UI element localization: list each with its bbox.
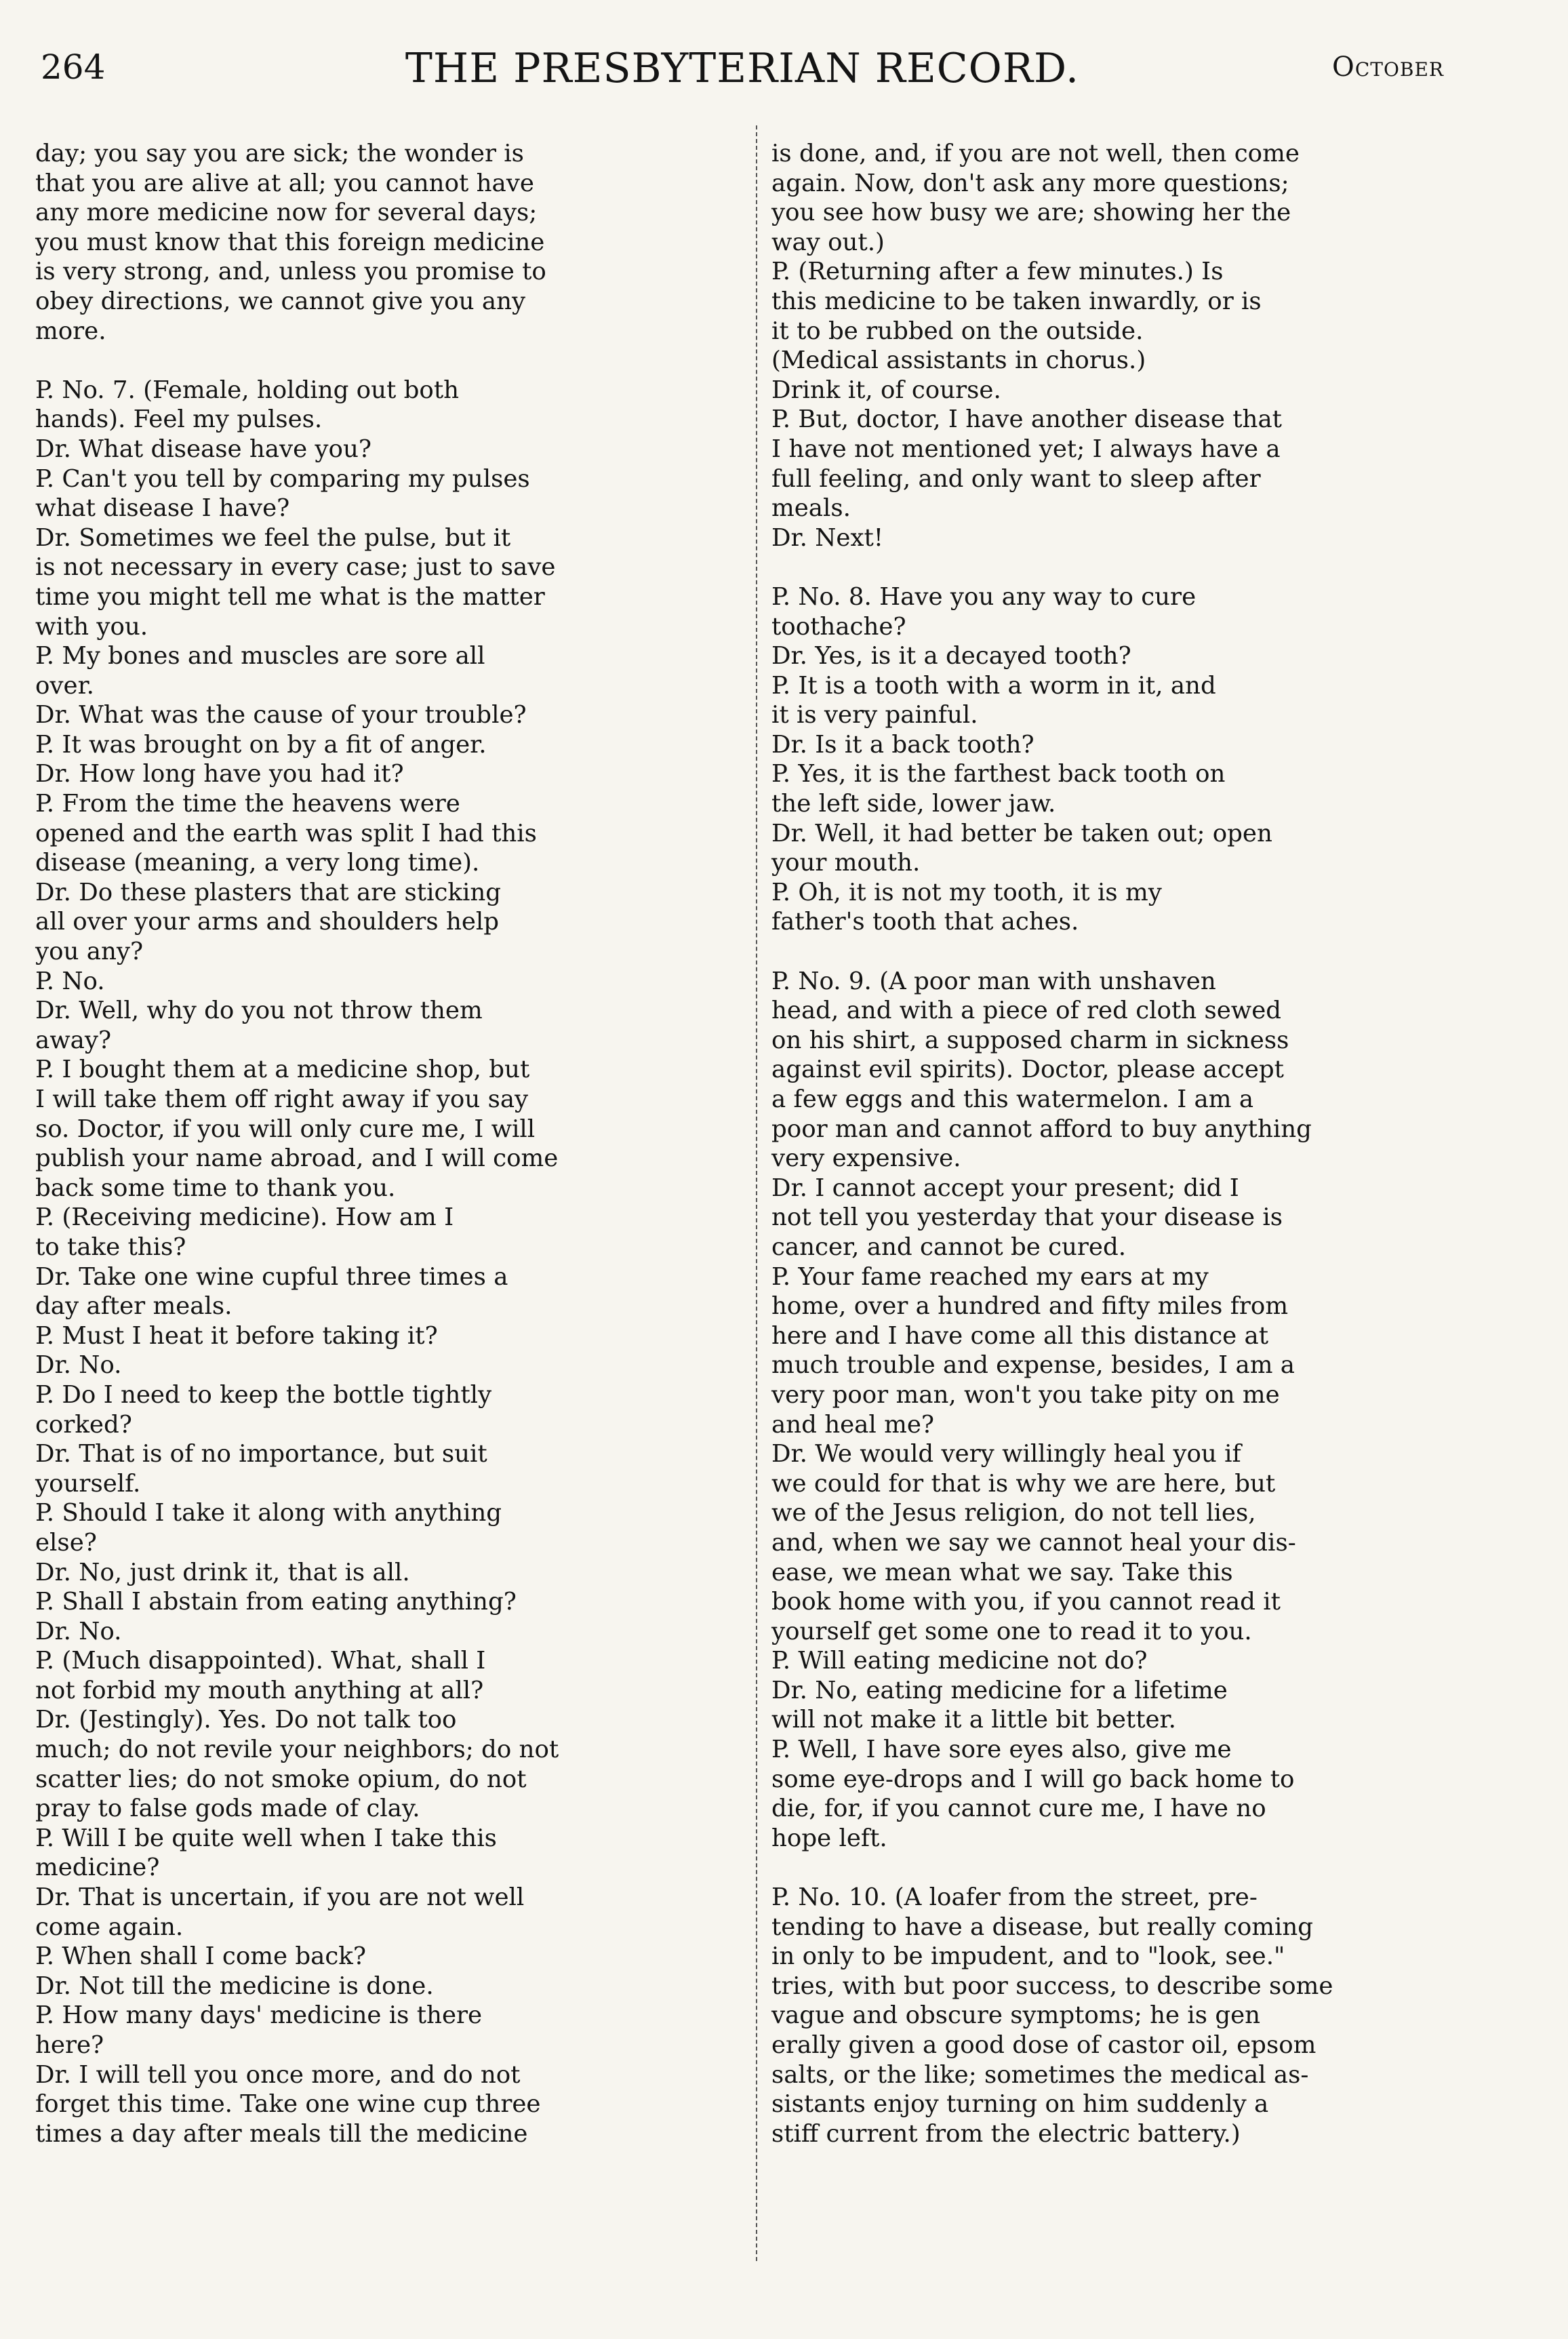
text-line: P. Well, I have sore eyes also, give me: [771, 1736, 1232, 1764]
text-line: pray to false gods made of clay.: [35, 1795, 420, 1823]
page-number: 264: [41, 47, 106, 87]
text-line: obey directions, we cannot give you any: [35, 287, 526, 315]
text-line: opened and the earth was split I had this: [35, 819, 537, 847]
text-line: is done, and, if you are not well, then come: [771, 140, 1300, 167]
text-line: yourself get some one to read it to you.: [771, 1617, 1252, 1645]
text-line: Dr. No, just drink it, that is all.: [35, 1558, 410, 1586]
paragraph-gap: [771, 553, 1463, 582]
text-line: Dr. Do these plasters that are sticking: [35, 878, 502, 906]
text-line: we of the Jesus religion, do not tell lies,: [771, 1499, 1256, 1527]
text-line: Drink it, of course.: [771, 376, 1001, 404]
text-line: so. Doctor, if you will only cure me, I will: [35, 1115, 536, 1143]
text-line: Dr. Well, why do you not throw them: [35, 997, 483, 1025]
text-line: father's tooth that aches.: [771, 908, 1079, 936]
text-line: this medicine to be taken inwardly, or is: [771, 287, 1262, 315]
text-line: much; do not revile your neighbors; do not: [35, 1736, 559, 1764]
text-line: vague and obscure symptoms; he is gen: [771, 2001, 1261, 2030]
text-line: tending to have a disease, but really coming: [771, 1913, 1314, 1941]
text-line: Dr. Yes, is it a decayed tooth?: [771, 642, 1131, 671]
paragraph-gap: [35, 346, 727, 376]
text-line: full feeling, and only want to sleep after: [771, 464, 1261, 493]
text-line: yourself.: [35, 1469, 141, 1498]
text-line: P. No.: [35, 967, 105, 995]
text-line: with you.: [35, 612, 148, 641]
text-line: and, when we say we cannot heal your dis-: [771, 1528, 1296, 1557]
text-line: day after meals.: [35, 1292, 233, 1321]
text-line: is not necessary in every case; just to save: [35, 553, 556, 582]
text-line: any more medicine now for several days;: [35, 199, 538, 227]
page-header: [41, 42, 1444, 103]
text-line: disease (meaning, a very long time).: [35, 849, 480, 877]
text-line: cancer, and cannot be cured.: [771, 1233, 1127, 1261]
text-line: P. How many days' medicine is there: [35, 2001, 483, 2030]
text-line: here and I have come all this distance at: [771, 1321, 1269, 1350]
text-line: it is very painful.: [771, 701, 978, 729]
text-line: tries, with but poor success, to describe some: [771, 1972, 1333, 2000]
text-line: Dr. Not till the medicine is done.: [35, 1972, 434, 2000]
text-line: time you might tell me what is the matter: [35, 582, 545, 611]
text-line: is very strong, and, unless you promise to: [35, 258, 546, 286]
text-line: salts, or the like; sometimes the medical as-: [771, 2060, 1309, 2089]
text-line: Dr. No, eating medicine for a lifetime: [771, 1676, 1228, 1704]
text-line: not tell you yesterday that your disease is: [771, 1203, 1283, 1232]
text-line: P. Will I be quite well when I take this: [35, 1824, 497, 1852]
text-line: the left side, lower jaw.: [771, 790, 1056, 818]
column-divider: [756, 125, 757, 2261]
text-line: Dr. We would very willingly heal you if: [771, 1440, 1241, 1468]
paragraph-gap: [771, 937, 1463, 967]
text-line: Dr. Take one wine cupful three times a: [35, 1262, 508, 1291]
text-line: P. Do I need to keep the bottle tightly: [35, 1380, 492, 1409]
text-line: I have not mentioned yet; I always have a: [771, 435, 1281, 463]
text-line: a few eggs and this watermelon. I am a: [771, 1085, 1254, 1113]
text-line: P. I bought them at a medicine shop, but: [35, 1056, 530, 1084]
text-line: P. Shall I abstain from eating anything?: [35, 1588, 517, 1616]
text-line: P. But, doctor, I have another disease that: [771, 405, 1282, 434]
text-line: Dr. That is of no importance, but suit: [35, 1440, 487, 1468]
text-line: sistants enjoy turning on him suddenly a: [771, 2090, 1269, 2119]
text-line: and heal me?: [771, 1410, 934, 1439]
right-column: [771, 139, 1463, 2148]
text-line: not forbid my mouth anything at all?: [35, 1676, 484, 1704]
text-line: you see how busy we are; showing her the: [771, 199, 1291, 227]
text-line: poor man and cannot afford to buy anything: [771, 1115, 1312, 1143]
text-line: P. (Returning after a few minutes.) Is: [771, 258, 1224, 286]
text-line: some eye-drops and I will go back home to: [771, 1765, 1295, 1793]
text-line: Dr. No.: [35, 1617, 122, 1645]
text-line: head, and with a piece of red cloth sewed: [771, 997, 1282, 1025]
text-line: we could for that is why we are here, but: [771, 1469, 1276, 1498]
text-line: forget this time. Take one wine cup three: [35, 2090, 541, 2119]
text-line: scatter lies; do not smoke opium, do not: [35, 1765, 527, 1793]
text-line: Dr. What was the cause of your trouble?: [35, 701, 527, 729]
text-line: that you are alive at all; you cannot have: [35, 169, 534, 197]
text-line: times a day after meals till the medicine: [35, 2119, 528, 2148]
text-line: on his shirt, a supposed charm in sickness: [771, 1026, 1289, 1054]
text-line: P. (Receiving medicine). How am I: [35, 1203, 454, 1232]
text-line: stiff current from the electric battery.): [771, 2119, 1241, 2148]
text-line: P. No. 7. (Female, holding out both: [35, 376, 460, 404]
text-line: Dr. Is it a back tooth?: [771, 730, 1034, 759]
text-line: P. When shall I come back?: [35, 1942, 366, 1971]
text-line: P. No. 9. (A poor man with unshaven: [771, 967, 1216, 995]
text-line: very poor man, won't you take pity on me: [771, 1380, 1280, 1409]
text-line: P. From the time the heavens were: [35, 790, 460, 818]
text-line: P. It is a tooth with a worm in it, and: [771, 671, 1216, 700]
text-line: home, over a hundred and fifty miles from: [771, 1292, 1289, 1321]
text-line: way out.): [771, 228, 885, 256]
text-line: P. Yes, it is the farthest back tooth on: [771, 760, 1226, 788]
text-line: what disease I have?: [35, 494, 290, 523]
text-line: against evil spirits). Doctor, please accept: [771, 1056, 1284, 1084]
text-line: P. Oh, it is not my tooth, it is my: [771, 878, 1162, 906]
text-line: it to be rubbed on the outside.: [771, 317, 1144, 345]
text-line: come again.: [35, 1913, 184, 1941]
text-line: much trouble and expense, besides, I am a: [771, 1351, 1295, 1380]
text-line: meals.: [771, 494, 851, 523]
text-line: P. No. 8. Have you any way to cure: [771, 582, 1197, 611]
text-line: hands). Feel my pulses.: [35, 405, 323, 434]
text-line: again. Now, don't ask any more questions;: [771, 169, 1289, 197]
text-line: day; you say you are sick; the wonder is: [35, 140, 524, 167]
left-column: [35, 139, 727, 2148]
text-line: ease, we mean what we say. Take this: [771, 1558, 1233, 1586]
text-line: here?: [35, 2031, 104, 2059]
text-line: all over your arms and shoulders help: [35, 908, 500, 936]
text-line: P. Will eating medicine not do?: [771, 1647, 1148, 1675]
text-line: P. It was brought on by a fit of anger.: [35, 730, 487, 759]
text-line: I will take them off right away if you say: [35, 1085, 529, 1113]
text-line: more.: [35, 317, 106, 345]
text-line: you must know that this foreign medicine: [35, 228, 545, 256]
text-line: medicine?: [35, 1854, 160, 1882]
text-line: Dr. Next!: [771, 523, 884, 552]
journal-title: THE PRESBYTERIAN RECORD.: [405, 45, 1080, 92]
text-line: P. Should I take it along with anything: [35, 1499, 502, 1527]
text-line: Dr. Well, it had better be taken out; open: [771, 819, 1272, 847]
text-line: in only to be impudent, and to "look, see.": [771, 1942, 1285, 1971]
text-line: erally given a good dose of castor oil, epsom: [771, 2031, 1316, 2059]
text-line: P. Can't you tell by comparing my pulses: [35, 464, 530, 493]
text-line: you any?: [35, 938, 144, 966]
text-line: Dr. (Jestingly). Yes. Do not talk too: [35, 1706, 457, 1734]
text-line: corked?: [35, 1410, 132, 1439]
text-line: P. My bones and muscles are sore all: [35, 642, 485, 671]
text-line: book home with you, if you cannot read it: [771, 1588, 1281, 1616]
text-line: die, for, if you cannot cure me, I have no: [771, 1795, 1266, 1823]
text-line: your mouth.: [771, 849, 921, 877]
text-line: Dr. I will tell you once more, and do not: [35, 2060, 521, 2089]
text-line: P. (Much disappointed). What, shall I: [35, 1647, 486, 1675]
text-line: toothache?: [771, 612, 906, 641]
paragraph-gap: [771, 1853, 1463, 1883]
issue-month: October: [1332, 52, 1444, 83]
text-line: P. Your fame reached my ears at my: [771, 1262, 1209, 1291]
text-line: to take this?: [35, 1233, 186, 1261]
text-line: P. No. 10. (A loafer from the street, pre-: [771, 1883, 1258, 1912]
text-line: Dr. How long have you had it?: [35, 760, 404, 788]
text-line: very expensive.: [771, 1144, 961, 1173]
text-line: Dr. No.: [35, 1351, 122, 1380]
text-line: P. Must I heat it before taking it?: [35, 1321, 438, 1350]
text-line: (Medical assistants in chorus.): [771, 346, 1146, 375]
text-line: away?: [35, 1026, 112, 1054]
text-line: Dr. What disease have you?: [35, 435, 371, 463]
text-line: Dr. I cannot accept your present; did I: [771, 1174, 1239, 1202]
text-line: back some time to thank you.: [35, 1174, 396, 1202]
text-line: Dr. That is uncertain, if you are not well: [35, 1883, 525, 1912]
text-line: over.: [35, 671, 94, 700]
text-line: Dr. Sometimes we feel the pulse, but it: [35, 523, 511, 552]
text-line: hope left.: [771, 1824, 887, 1852]
text-line: else?: [35, 1528, 97, 1557]
text-line: publish your name abroad, and I will come: [35, 1144, 559, 1173]
text-line: will not make it a little bit better.: [771, 1706, 1176, 1734]
